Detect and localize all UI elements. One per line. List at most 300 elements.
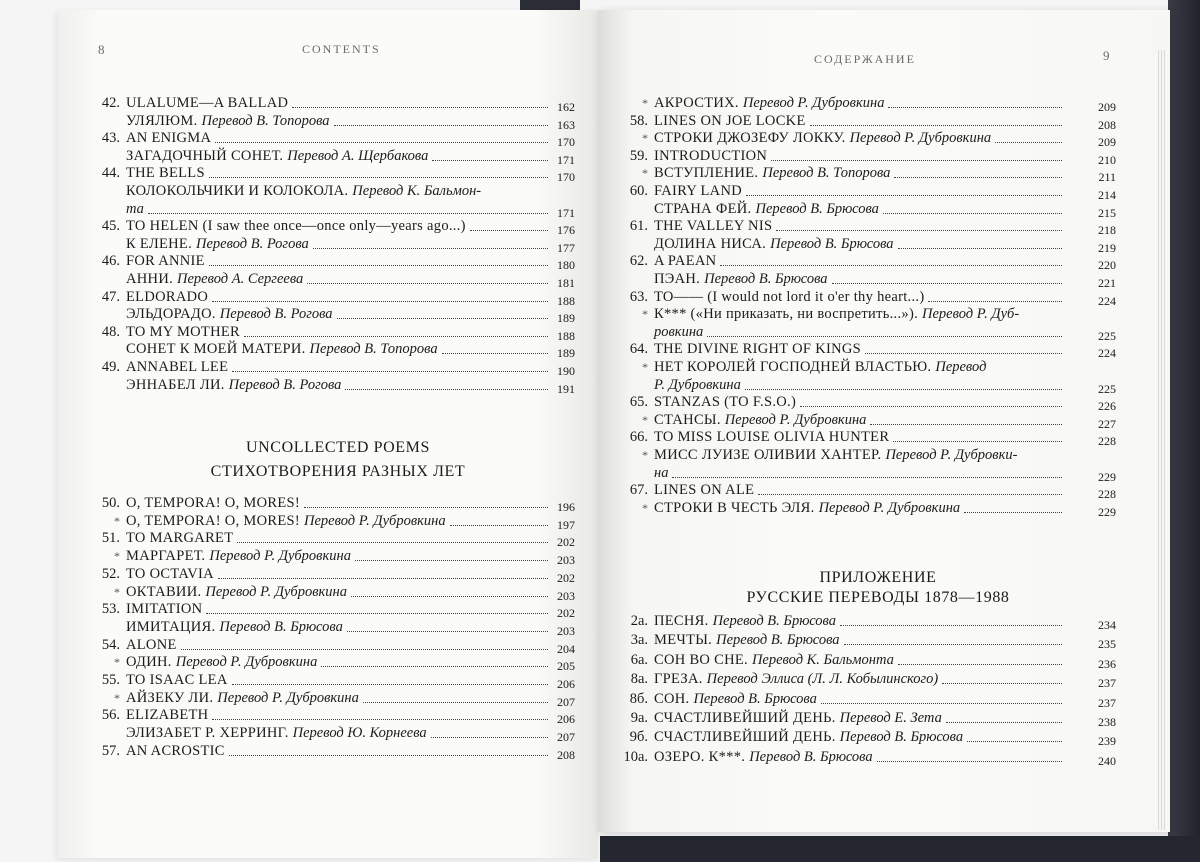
- section-title-russian: СТИХОТВОРЕНИЯ РАЗНЫХ ЛЕТ: [210, 463, 466, 480]
- entry-title: СТАНСЫ.: [654, 411, 721, 428]
- entry-page-number: 171: [557, 205, 575, 220]
- translation-marker: *: [642, 360, 648, 374]
- toc-entry: [618, 411, 1066, 429]
- dot-leader: [206, 613, 548, 614]
- entry-title: СТРАНА ФЕЙ.: [654, 200, 752, 217]
- entry-page-number: 197: [557, 517, 575, 532]
- toc-entry: [618, 235, 1066, 253]
- entry-title: ULALUME—A BALLAD: [126, 95, 289, 111]
- entry-number: 49.: [101, 359, 120, 375]
- page-number: 9: [1103, 48, 1111, 63]
- entry-title: МИСС ЛУИЗЕ ОЛИВИИ ХАНТЕР.: [654, 447, 882, 463]
- entry-translator: Р. Дубровкина: [654, 376, 741, 393]
- entry-number: 9а.: [630, 710, 648, 726]
- entry-number: 63.: [629, 288, 648, 305]
- entry-page-number: 210: [1098, 152, 1116, 167]
- entry-translator: Перевод К. Бальмонта: [751, 651, 894, 668]
- entry-translator: Перевод Ю. Корнеева: [292, 725, 427, 742]
- entry-title: ELIZABETH: [126, 707, 209, 724]
- entry-page-number: 235: [1098, 637, 1116, 652]
- toc-entry: [618, 481, 1066, 499]
- toc-entry: [618, 446, 1066, 464]
- cover-right-edge: [1168, 0, 1200, 862]
- toc-entry: [618, 651, 1066, 669]
- entry-number: 10а.: [623, 748, 648, 765]
- entry-number: 54.: [101, 636, 120, 653]
- dot-leader: [942, 683, 1062, 684]
- toc-entry: [90, 618, 552, 636]
- dot-leader: [776, 230, 1062, 231]
- dot-leader: [431, 737, 548, 738]
- entry-number: 8а.: [630, 671, 648, 688]
- entry-title: IMITATION: [126, 601, 203, 618]
- entry-title: TO MY MOTHER: [126, 323, 240, 340]
- entry-page-number: 207: [557, 694, 575, 709]
- entry-page-number: 206: [557, 677, 575, 691]
- entry-page-number: 224: [1098, 293, 1116, 308]
- entry-title: НЕТ КОРОЛЕЙ ГОСПОДНЕЙ ВЛАСТЬЮ.: [654, 359, 932, 375]
- dot-leader: [209, 177, 548, 178]
- dot-leader: [218, 578, 548, 579]
- entry-page-number: 163: [557, 117, 575, 132]
- entry-translator: Перевод В. Рогова: [228, 376, 342, 393]
- entry-page-number: 203: [557, 588, 575, 603]
- toc-entry: [618, 182, 1066, 200]
- entry-title: AN ENIGMA: [126, 130, 212, 147]
- dot-leader: [355, 560, 548, 561]
- entry-title: THE VALLEY NIS: [654, 218, 773, 235]
- entry-page-number: 225: [1098, 328, 1116, 343]
- dot-leader: [304, 507, 548, 508]
- entry-title: TO—— (I would not lord it o'er thy heart...): [654, 288, 925, 305]
- entry-number: 44.: [101, 165, 120, 182]
- entry-number: 64.: [629, 341, 648, 358]
- toc-entry: [618, 305, 1066, 323]
- toc-entry: [90, 494, 552, 512]
- entry-number: 58.: [629, 112, 648, 129]
- entry-number: 67.: [629, 482, 648, 499]
- entry-title: O, TEMPORA! O, MORES!: [126, 512, 301, 529]
- entry-translator: Перевод Р. Дуб-: [922, 306, 1020, 323]
- toc-entry: [90, 182, 552, 200]
- entry-translator: Перевод К. Бальмон-: [352, 183, 482, 199]
- entry-page-number: 239: [1098, 734, 1116, 749]
- dot-leader: [237, 542, 548, 543]
- entry-translator: Перевод Эллиса (Л. Л. Кобылинского): [706, 671, 939, 688]
- toc-entry: [90, 512, 552, 530]
- toc-entry: [90, 305, 552, 323]
- entry-title: СЧАСТЛИВЕЙШИЙ ДЕНЬ.: [654, 729, 836, 746]
- dot-leader: [995, 142, 1062, 143]
- entry-page-number: 203: [557, 623, 575, 638]
- entry-number: 66.: [629, 429, 648, 446]
- toc-entry: [90, 112, 552, 130]
- entry-page-number: 215: [1098, 205, 1116, 220]
- toc-entry: [90, 724, 552, 742]
- translation-marker: *: [114, 549, 120, 564]
- dot-leader: [800, 406, 1062, 407]
- entry-title: АЙЗЕКУ ЛИ.: [126, 689, 214, 706]
- toc-entry: [618, 340, 1066, 358]
- toc-entry: [90, 671, 552, 689]
- dot-leader: [432, 160, 548, 161]
- entry-translator: Перевод Р. Дубровкина: [304, 512, 446, 529]
- entry-page-number: 224: [1098, 346, 1116, 361]
- entry-title: УЛЯЛЮМ.: [126, 112, 198, 129]
- toc-entry: [618, 464, 1066, 482]
- entry-page-number: 240: [1098, 753, 1116, 768]
- toc-entry: [90, 600, 552, 618]
- toc-entry: [618, 323, 1066, 341]
- entry-number: 3а.: [630, 632, 648, 649]
- dot-leader: [844, 644, 1062, 645]
- dot-leader: [215, 142, 548, 143]
- entry-page-number: 214: [1098, 188, 1116, 202]
- entry-number: 2а.: [630, 613, 648, 629]
- toc-entry: [90, 706, 552, 724]
- entry-title: ЭННАБЕЛ ЛИ.: [126, 376, 225, 393]
- toc-entry: [90, 376, 552, 394]
- entry-title: ANNABEL LEE: [126, 359, 229, 375]
- entry-translator: Перевод В. Брюсова: [716, 632, 840, 649]
- toc-entry: [618, 393, 1066, 411]
- translation-marker: *: [114, 513, 120, 528]
- dot-leader: [720, 265, 1062, 266]
- dot-leader: [894, 177, 1062, 178]
- entry-title: КОЛОКОЛЬЧИКИ И КОЛОКОЛА.: [126, 183, 349, 199]
- dot-leader: [292, 107, 548, 108]
- entry-translator: Перевод В. Брюсова: [755, 200, 879, 217]
- dot-leader: [181, 649, 548, 650]
- entry-translator: Перевод Р. Дубровкина: [818, 499, 961, 516]
- toc-entry: [618, 200, 1066, 218]
- entry-page-number: 189: [557, 311, 575, 326]
- left-page: [58, 10, 598, 858]
- entry-title: ALONE: [126, 636, 177, 653]
- toc-entry: [90, 529, 552, 547]
- entry-translator: Перевод Р. Дубровкина: [205, 583, 347, 600]
- entry-translator: Перевод В. Топорова: [762, 165, 891, 182]
- entry-translator: Перевод А. Щербакова: [287, 147, 429, 164]
- entry-title: THE DIVINE RIGHT OF KINGS: [654, 341, 861, 358]
- toc-entry: [90, 583, 552, 601]
- running-head: СОДЕРЖАНИЕ: [814, 52, 916, 66]
- entry-page-number: 189: [557, 346, 575, 361]
- dot-leader: [229, 755, 548, 756]
- entry-title: TO MISS LOUISE OLIVIA HUNTER: [654, 429, 890, 446]
- toc-entry: [618, 631, 1066, 649]
- toc-entry: [90, 565, 552, 583]
- entry-number: 6а.: [630, 651, 648, 668]
- dot-leader: [745, 389, 1062, 390]
- dot-leader: [888, 107, 1062, 108]
- dot-leader: [870, 424, 1062, 425]
- entry-title: A PAEAN: [654, 253, 717, 270]
- dot-leader: [351, 596, 548, 597]
- entry-number: 52.: [101, 565, 120, 582]
- entry-number: 55.: [101, 672, 120, 688]
- dot-leader: [450, 525, 548, 526]
- entry-title: СОН ВО СНЕ.: [654, 651, 748, 668]
- toc-entry: [618, 709, 1066, 727]
- entry-translator: Перевод В. Брюсова: [839, 729, 964, 746]
- toc-entry: [90, 252, 552, 270]
- entry-title: К ЕЛЕНЕ.: [126, 235, 193, 252]
- entry-translator: Перевод Р. Дубровкина: [724, 411, 867, 428]
- entry-title: СОНЕТ К МОЕЙ МАТЕРИ.: [126, 341, 306, 358]
- entry-number: 57.: [101, 742, 120, 759]
- toc-entry: [618, 112, 1066, 130]
- entry-title: AN ACROSTIC: [126, 742, 225, 759]
- entry-page-number: 234: [1098, 618, 1116, 632]
- entry-translator: Перевод В. Топорова: [201, 112, 330, 129]
- entry-translator: Перевод Р. Дубровкина: [217, 689, 359, 706]
- entry-page-number: 190: [557, 364, 575, 378]
- toc-entry: [618, 270, 1066, 288]
- entry-page-number: 228: [1098, 434, 1116, 449]
- entry-page-number: 202: [557, 570, 575, 585]
- entry-translator: Перевод В. Брюсова: [712, 613, 837, 629]
- toc-entry: [90, 340, 552, 358]
- entry-translator: на: [654, 464, 669, 481]
- entry-page-number: 162: [557, 100, 575, 114]
- entry-page-number: 225: [1098, 381, 1116, 396]
- entry-number: 42.: [101, 95, 120, 111]
- translation-marker: *: [642, 412, 648, 427]
- entry-translator: Перевод А. Сергеева: [177, 271, 304, 287]
- toc-entry: [618, 358, 1066, 376]
- dot-leader: [363, 702, 548, 703]
- entry-title: АННИ.: [126, 271, 174, 287]
- entry-page-number: 238: [1098, 715, 1116, 729]
- entry-page-number: 229: [1098, 504, 1116, 519]
- toc-entry: [90, 288, 552, 306]
- entry-number: 47.: [101, 288, 120, 305]
- toc-entry: [90, 129, 552, 147]
- entry-page-number: 209: [1098, 100, 1116, 114]
- dot-leader: [307, 283, 548, 284]
- entry-number: 53.: [101, 601, 120, 618]
- entry-title: ПЕСНЯ.: [654, 613, 709, 629]
- toc-entry: [90, 358, 552, 376]
- entry-title: ЭЛЬДОРАДО.: [126, 306, 216, 323]
- entry-title: ЭЛИЗАБЕТ Р. ХЕРРИНГ.: [126, 725, 289, 742]
- toc-entry: [90, 547, 552, 565]
- entry-title: МЕЧТЫ.: [654, 632, 713, 649]
- entry-title: TO OCTAVIA: [126, 565, 214, 582]
- entry-page-number: 188: [557, 328, 575, 343]
- entry-title: LINES ON JOE LOCKE: [654, 112, 806, 129]
- entry-page-number: 219: [1098, 240, 1116, 255]
- translation-marker: *: [114, 655, 120, 670]
- entry-title: СТРОКИ В ЧЕСТЬ ЭЛЯ.: [654, 499, 815, 516]
- entry-page-number: 221: [1098, 276, 1116, 290]
- entry-number: 60.: [629, 183, 648, 199]
- entry-page-number: 227: [1098, 416, 1116, 431]
- toc-entry: [90, 636, 552, 654]
- entry-number: 8б.: [629, 690, 648, 707]
- entry-translator: Перевод Р. Дубровкина: [209, 548, 351, 565]
- entry-page-number: 170: [557, 135, 575, 150]
- entry-page-number: 204: [557, 641, 575, 656]
- entry-title: TO ISAAC LEA: [126, 672, 228, 688]
- entry-number: 51.: [101, 530, 120, 547]
- entry-page-number: 181: [557, 276, 575, 290]
- dot-leader: [345, 389, 548, 390]
- toc-entry: [618, 728, 1066, 746]
- dot-leader: [840, 625, 1062, 626]
- dot-leader: [442, 353, 548, 354]
- page-edges: [1158, 50, 1166, 830]
- dot-leader: [898, 248, 1062, 249]
- entry-title: К*** («Ни приказать, ни воспретить...»).: [654, 306, 919, 323]
- dot-leader: [771, 160, 1062, 161]
- dot-leader: [865, 353, 1062, 354]
- entry-page-number: 236: [1098, 656, 1116, 671]
- entry-title: АКРОСТИХ.: [654, 95, 739, 111]
- dot-leader: [212, 301, 548, 302]
- dot-leader: [313, 248, 548, 249]
- toc-entry: [618, 288, 1066, 306]
- dot-leader: [877, 761, 1062, 762]
- dot-leader: [148, 213, 548, 214]
- entry-number: 65.: [629, 394, 648, 411]
- running-head: CONTENTS: [302, 42, 381, 56]
- entry-title: ГРЕЗА.: [654, 671, 703, 688]
- entry-page-number: 205: [557, 659, 575, 674]
- entry-title: ОДИН.: [126, 654, 172, 671]
- entry-title: ДОЛИНА НИСА.: [654, 235, 767, 252]
- toc-entry: [618, 217, 1066, 235]
- dot-leader: [964, 512, 1062, 513]
- entry-page-number: 208: [1098, 117, 1116, 132]
- entry-number: 48.: [101, 323, 120, 340]
- entry-page-number: 209: [1098, 135, 1116, 150]
- entry-translator: Перевод В. Рогова: [219, 306, 333, 323]
- toc-entry: [618, 499, 1066, 517]
- toc-entry: [90, 94, 552, 112]
- entry-page-number: 188: [557, 293, 575, 308]
- entry-page-number: 170: [557, 170, 575, 185]
- entry-page-number: 191: [557, 381, 575, 396]
- toc-entry: [618, 690, 1066, 708]
- entry-title: THE BELLS: [126, 165, 205, 182]
- toc-entry: [618, 376, 1066, 394]
- entry-number: 61.: [629, 218, 648, 235]
- translation-marker: *: [642, 96, 648, 110]
- entry-page-number: 180: [557, 258, 575, 273]
- toc-entry: [618, 147, 1066, 165]
- entry-translator: ровкина: [654, 323, 704, 340]
- toc-entry: [618, 94, 1066, 112]
- entry-title: ОЗЕРО. К***.: [654, 748, 746, 765]
- entry-page-number: 229: [1098, 469, 1116, 484]
- entry-page-number: 203: [557, 553, 575, 568]
- entry-number: 56.: [101, 707, 120, 724]
- entry-page-number: 218: [1098, 223, 1116, 238]
- appendix-title: ПРИЛОЖЕНИЕ: [819, 569, 937, 586]
- dot-leader: [832, 283, 1062, 284]
- entry-title: СЧАСТЛИВЕЙШИЙ ДЕНЬ.: [654, 710, 836, 726]
- entry-page-number: 237: [1098, 676, 1116, 691]
- entry-translator: Перевод В. Брюсова: [770, 235, 894, 252]
- entry-page-number: 202: [557, 606, 575, 621]
- entry-translator: Перевод В. Брюсова: [219, 618, 343, 635]
- entry-page-number: 207: [557, 730, 575, 745]
- entry-title: СОН.: [654, 690, 690, 707]
- toc-entry: [618, 612, 1066, 630]
- dot-leader: [758, 494, 1062, 495]
- entry-translator: Перевод Р. Дубровкина: [742, 95, 885, 111]
- entry-page-number: 171: [557, 152, 575, 167]
- dot-leader: [707, 336, 1062, 337]
- entry-translator: Перевод В. Брюсова: [749, 748, 873, 765]
- dot-leader: [898, 664, 1062, 665]
- entry-title: FAIRY LAND: [654, 183, 742, 199]
- toc-entry: [618, 252, 1066, 270]
- toc-entry: [90, 270, 552, 288]
- toc-entry: [90, 164, 552, 182]
- entry-title: МАРГАРЕТ.: [126, 548, 206, 565]
- translation-marker: *: [642, 448, 648, 462]
- dot-leader: [746, 195, 1062, 196]
- entry-title: FOR ANNIE: [126, 253, 205, 270]
- entry-title: ОКТАВИИ.: [126, 583, 202, 600]
- toc-entry: [618, 748, 1066, 766]
- entry-page-number: 237: [1098, 695, 1116, 710]
- entry-page-number: 211: [1098, 170, 1116, 185]
- entry-title: O, TEMPORA! O, MORES!: [126, 495, 301, 511]
- dot-leader: [810, 125, 1062, 126]
- entry-title: ИМИТАЦИЯ.: [126, 618, 216, 635]
- dot-leader: [883, 213, 1062, 214]
- entry-translator: Перевод В. Брюсова: [693, 690, 817, 707]
- entry-number: 9б.: [629, 729, 648, 746]
- toc-entry: [618, 428, 1066, 446]
- dot-leader: [946, 722, 1062, 723]
- dot-leader: [928, 301, 1062, 302]
- dot-leader: [821, 703, 1062, 704]
- entry-title: INTRODUCTION: [654, 147, 768, 164]
- dot-leader: [209, 265, 548, 266]
- entry-title: TO MARGARET: [126, 530, 234, 547]
- dot-leader: [967, 741, 1062, 742]
- entry-translator: Перевод Р. Дубровки-: [885, 447, 1018, 463]
- toc-entry: [90, 653, 552, 671]
- dot-leader: [321, 666, 548, 667]
- entry-page-number: 220: [1098, 258, 1116, 273]
- dot-leader: [672, 477, 1062, 478]
- toc-entry: [90, 235, 552, 253]
- dot-leader: [347, 631, 548, 632]
- entry-number: 62.: [629, 253, 648, 270]
- entry-page-number: 206: [557, 712, 575, 727]
- translation-marker: *: [642, 166, 648, 181]
- translation-marker: *: [642, 307, 648, 322]
- entry-number: 43.: [101, 130, 120, 147]
- entry-translator: Перевод Р. Дубровкина: [849, 130, 992, 147]
- dot-leader: [337, 318, 548, 319]
- entry-number: 45.: [101, 218, 120, 235]
- appendix-subtitle: РУССКИЕ ПЕРЕВОДЫ 1878—1988: [746, 589, 1010, 606]
- entry-title: СТРОКИ ДЖОЗЕФУ ЛОККУ.: [654, 130, 846, 147]
- toc-entry: [90, 200, 552, 218]
- entry-number: 59.: [629, 147, 648, 164]
- entry-title: ЗАГАДОЧНЫЙ СОНЕТ.: [126, 147, 284, 164]
- toc-entry: [618, 129, 1066, 147]
- entry-page-number: 226: [1098, 399, 1116, 414]
- entry-title: ПЭАН.: [654, 271, 701, 287]
